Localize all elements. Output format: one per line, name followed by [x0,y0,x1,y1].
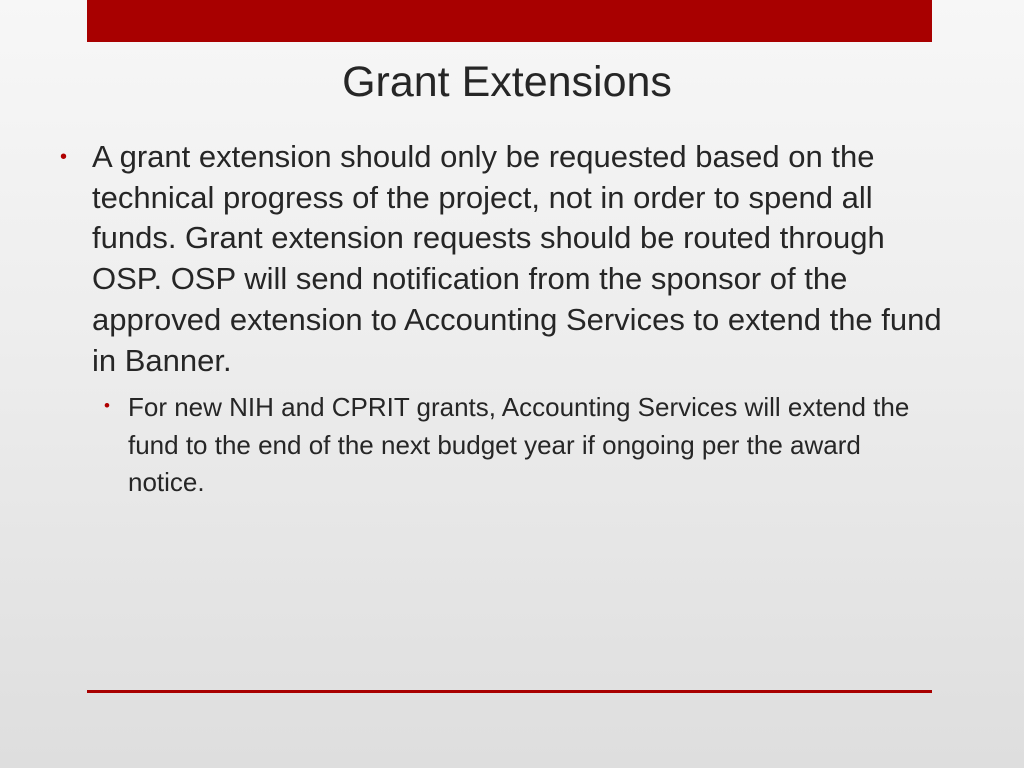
bottom-accent-rule [87,690,932,693]
top-accent-bar [87,0,932,42]
bullet-dot-icon: • [60,146,68,168]
sub-bullet-list [92,389,960,502]
bullet-list [60,137,960,502]
sub-bullet-text: For new NIH and CPRIT grants, Accounting Services will extend the fund to the end of the next budget year if ongoing per the award notice. [128,392,910,498]
slide-title: Grant Extensions [342,58,672,106]
bullet-item [60,137,960,502]
bullet-text: A grant extension should only be requested based on the technical progress of the project, not in order to spend all funds. Grant extension requests should be routed through OSP. OSP will send notification from the sponsor of the approved extension to Accounting Services to extend the fund in Banner. [92,139,942,378]
sub-bullet-dot-icon: • [104,396,110,416]
sub-bullet-item [92,389,928,502]
